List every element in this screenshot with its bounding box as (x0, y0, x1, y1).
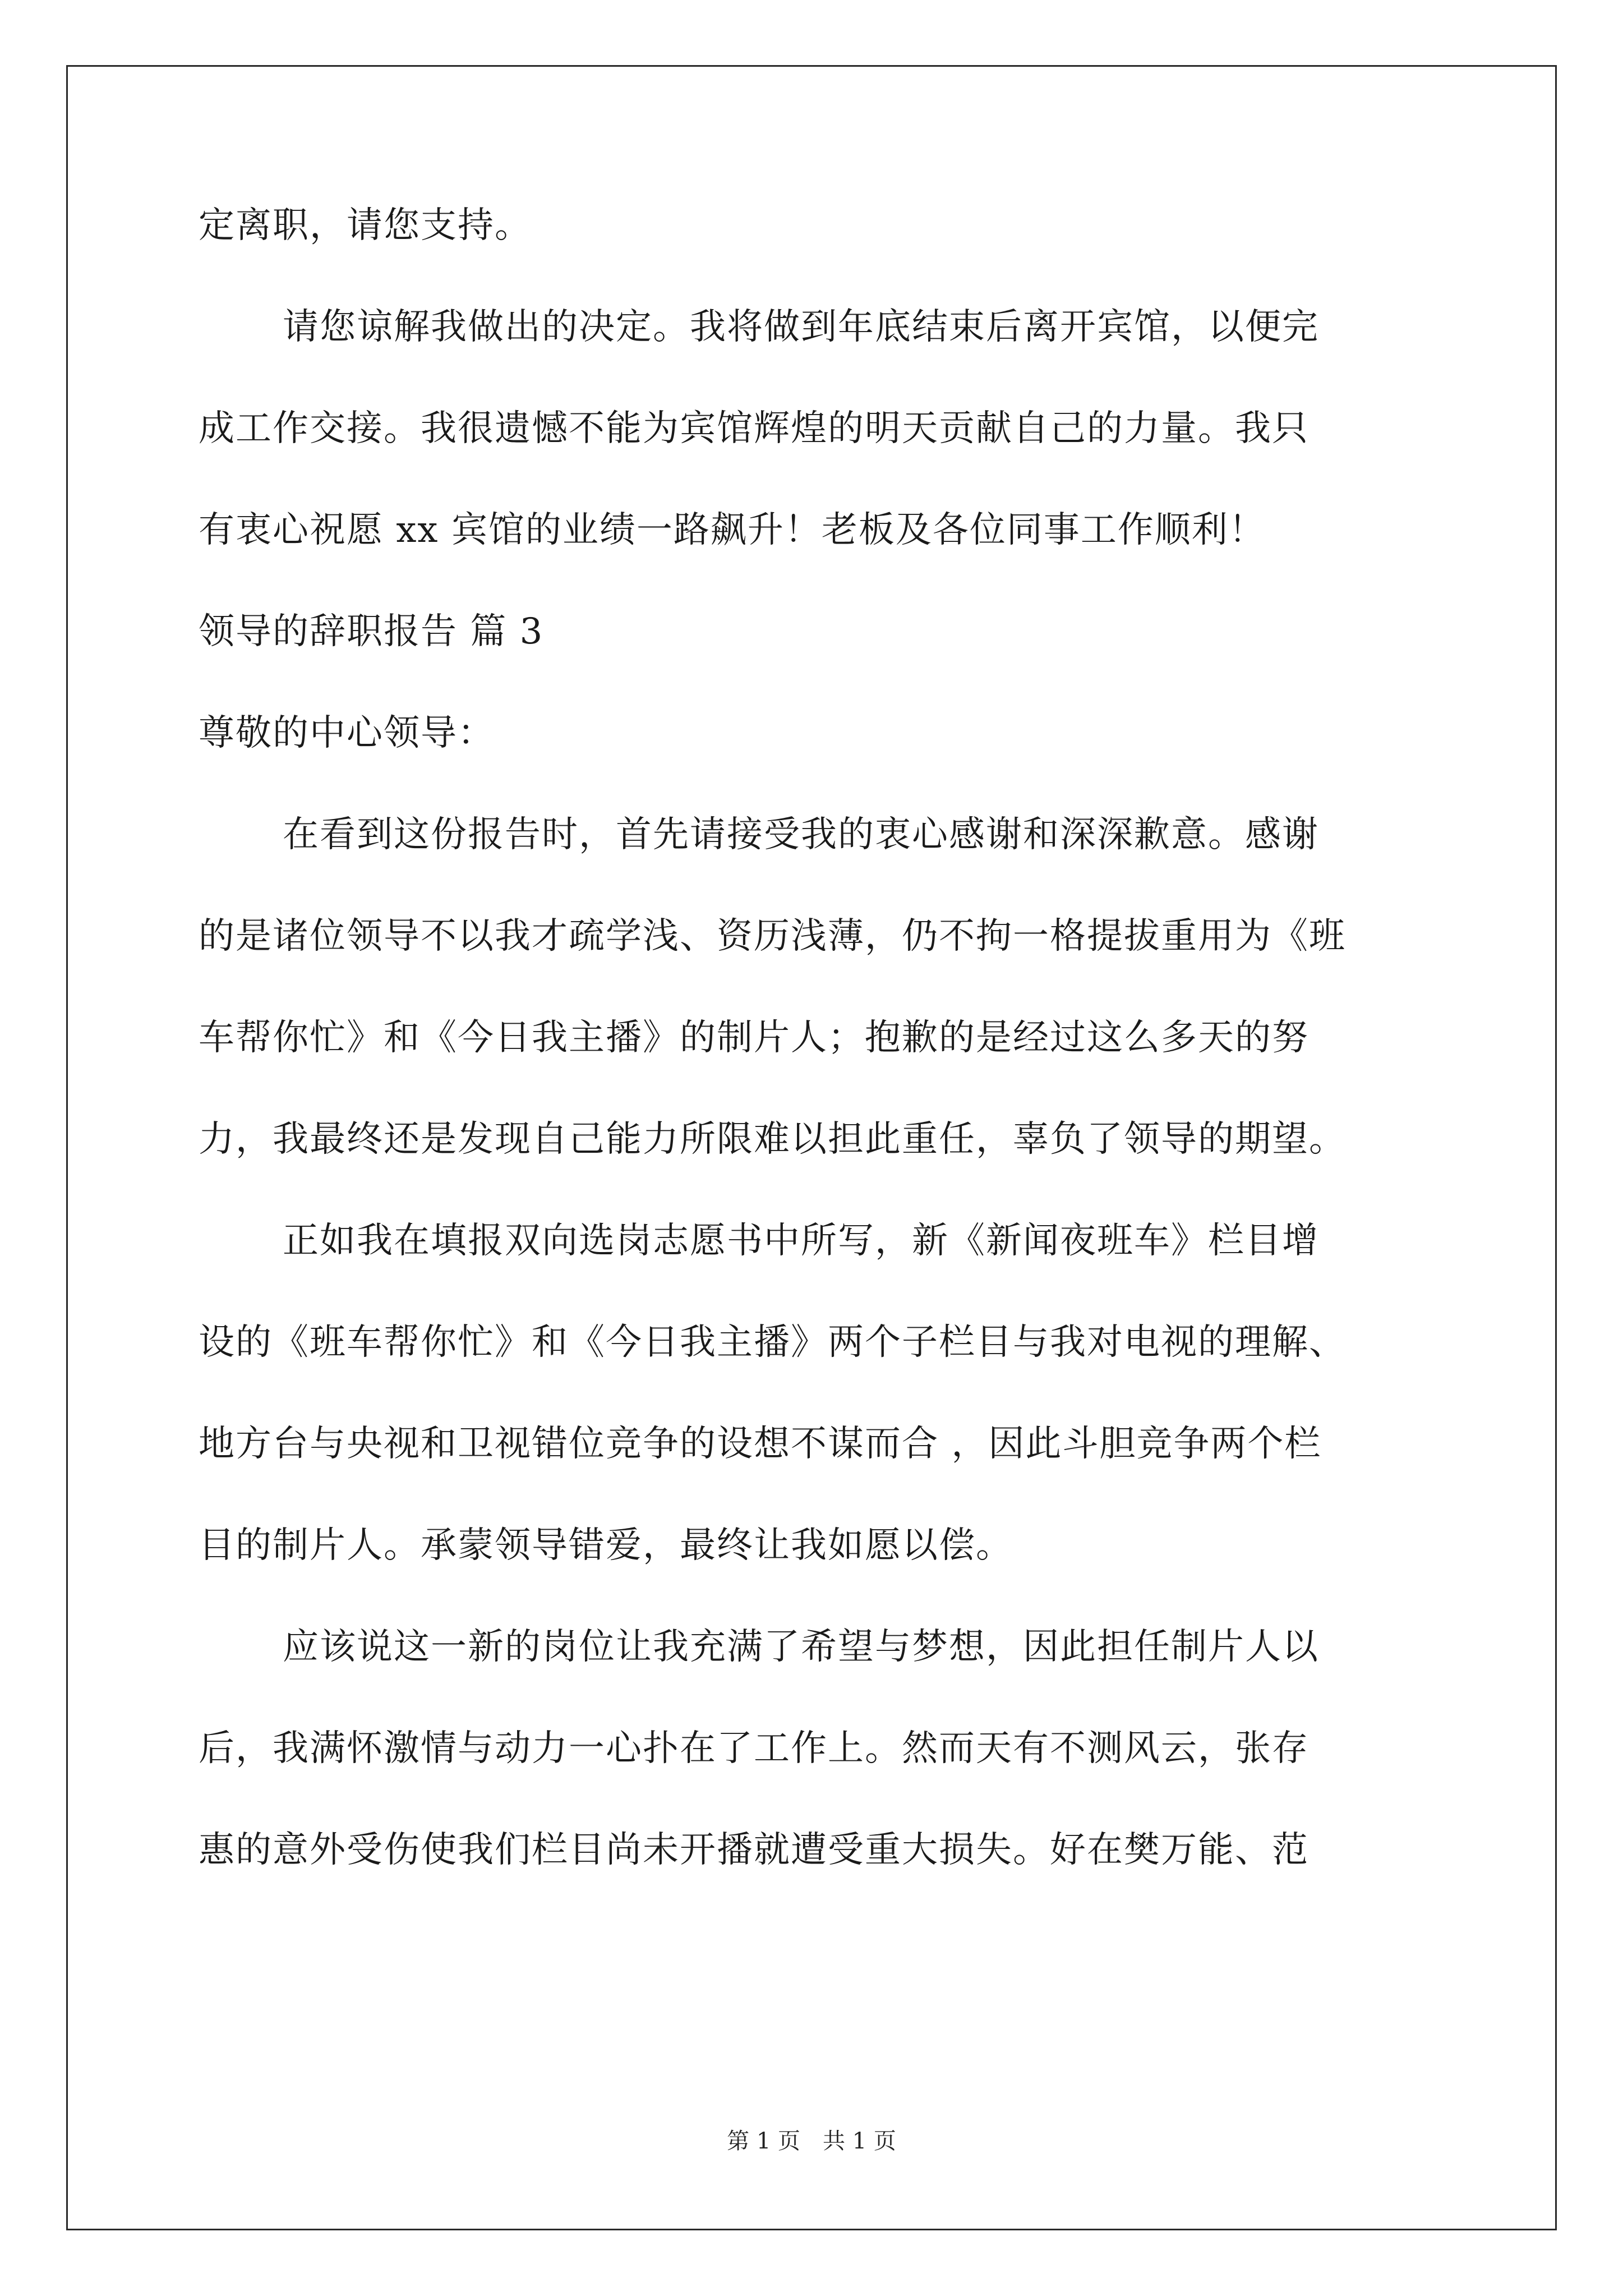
section-heading: 领导的辞职报告 篇 3 (199, 611, 544, 652)
text-line: 有衷心祝愿 xx 宾馆的业绩一路飙升！老板及各位同事工作顺利！ (199, 509, 1266, 551)
page-number: 第 1 页 (727, 2128, 800, 2154)
text-line: 惠的意外受伤使我们栏目尚未开播就遭受重大损失。好在樊万能、范 (199, 1829, 1309, 1871)
text-line: 目的制片人。承蒙领导错爱，最终让我如愿以偿。 (199, 1525, 1013, 1566)
text-line: 后，我满怀激情与动力一心扑在了工作上。然而天有不测风云，张存 (199, 1728, 1309, 1769)
text-line: 车帮你忙》和《今日我主播》的制片人；抱歉的是经过这么多天的努 (199, 1017, 1309, 1059)
document-body (199, 205, 1432, 1934)
text-line: 定离职，请您支持。 (199, 205, 532, 246)
text-line: 请您谅解我做出的决定。我将做到年底结束后离开宾馆，以便完 (283, 306, 1319, 348)
text-line: 设的《班车帮你忙》和《今日我主播》两个子栏目与我对电视的理解、 (199, 1322, 1346, 1363)
text-line: 应该说这一新的岗位让我充满了希望与梦想，因此担任制片人以 (283, 1626, 1319, 1668)
page-total: 共 1 页 (823, 2128, 896, 2154)
page-footer (0, 2129, 1623, 2154)
text-line: 在看到这份报告时，首先请接受我的衷心感谢和深深歉意。感谢 (283, 814, 1319, 855)
text-line: 力，我最终还是发现自己能力所限难以担此重任，辜负了领导的期望。 (199, 1119, 1346, 1160)
text-line: 正如我在填报双向选岗志愿书中所写，新《新闻夜班车》栏目增 (283, 1220, 1319, 1262)
text-line: 成工作交接。我很遗憾不能为宾馆辉煌的明天贡献自己的力量。我只 (199, 408, 1309, 449)
text-line: 的是诸位领导不以我才疏学浅、资历浅薄，仍不拘一格提拔重用为《班 (199, 915, 1346, 957)
salutation: 尊敬的中心领导： (199, 712, 495, 754)
text-line: 地方台与央视和卫视错位竞争的设想不谋而合 ，因此斗胆竞争两个栏 (199, 1423, 1322, 1465)
